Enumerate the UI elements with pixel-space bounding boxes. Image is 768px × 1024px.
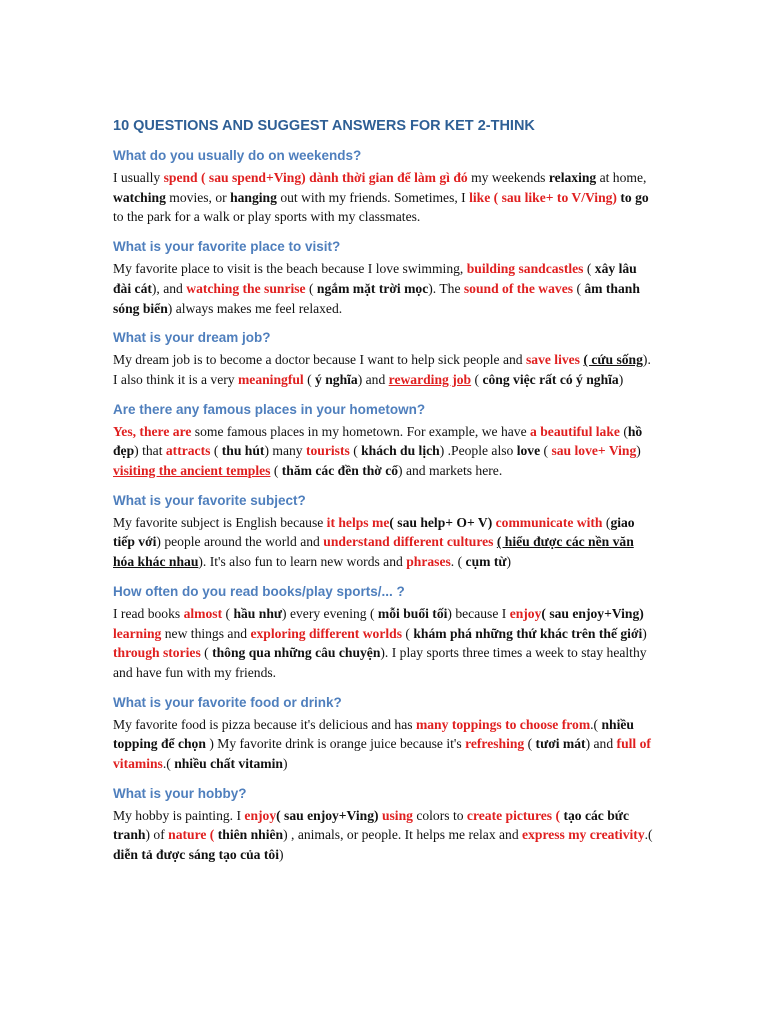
highlighted-phrase: rewarding job	[388, 371, 472, 387]
question-heading: What is your dream job?	[113, 330, 271, 346]
answer-text: (	[573, 280, 585, 296]
section-weekends	[113, 148, 658, 227]
answer-text: (	[210, 443, 222, 459]
highlighted-phrase: express my creativity	[522, 827, 645, 843]
highlighted-phrase: tươi mát	[535, 736, 586, 752]
answer-text: ) and	[357, 371, 389, 387]
answer-paragraph	[113, 715, 658, 774]
highlighted-phrase: using	[381, 807, 413, 823]
highlighted-phrase: ngắm mặt trời mọc	[316, 280, 429, 296]
answer-text: to the park for a walk or play sports with my classmates.	[113, 209, 421, 225]
answer-text: .(	[644, 827, 653, 843]
answer-text: movies, or	[165, 189, 231, 205]
answer-text: (	[270, 463, 282, 479]
highlighted-phrase: ( hiểu được các nền văn hóa khác nhau	[113, 534, 634, 570]
answer-text: new things and	[161, 625, 251, 641]
answer-text: ) because I	[447, 605, 510, 621]
highlighted-phrase: learning	[113, 625, 162, 641]
highlighted-phrase: refreshing	[465, 736, 525, 752]
highlighted-phrase: like ( sau like+ to V/Ving)	[469, 189, 617, 205]
highlighted-phrase: meaningful	[237, 371, 304, 387]
answer-text: (	[524, 736, 536, 752]
highlighted-phrase: (	[555, 807, 561, 823]
section-how-often	[113, 584, 658, 683]
highlighted-phrase: tạo các bức tranh	[113, 807, 629, 843]
highlighted-phrase: spend ( sau spend+Ving) dành thời gian để làm gì đó	[163, 170, 468, 185]
answer-text: (	[222, 605, 234, 621]
highlighted-phrase: ý nghĩa	[315, 371, 358, 387]
answer-text: ) My favorite drink is orange juice because it's	[205, 736, 466, 752]
answer-text: I read books	[113, 605, 184, 621]
section-favorite-place	[113, 239, 658, 318]
answer-text: colors to	[412, 807, 467, 823]
answer-text: )	[642, 625, 647, 641]
answer-text: ) always makes me feel relaxed.	[167, 300, 343, 316]
answer-text: .(	[162, 756, 175, 772]
highlighted-phrase: phrases	[406, 554, 451, 570]
highlighted-phrase: to go	[616, 189, 649, 205]
answer-text: out with my friends. Sometimes, I	[276, 189, 470, 205]
answer-text: My hobby is painting. I	[113, 807, 245, 823]
answer-text: ). The	[428, 280, 464, 296]
answer-text: My favorite food is pizza because it's delicious and has	[113, 716, 416, 732]
answer-paragraph	[113, 350, 658, 389]
highlighted-phrase: save lives	[525, 352, 580, 368]
section-hobby	[113, 786, 658, 865]
highlighted-phrase: building sandcastles	[466, 261, 584, 277]
question-heading: What is your hobby?	[113, 785, 247, 801]
highlighted-phrase: full of vitamins	[113, 736, 651, 772]
highlighted-phrase: công việc rất có ý nghĩa	[482, 371, 619, 387]
answer-text: My dream job is to become a doctor because I want to help sick people and	[113, 352, 526, 368]
highlighted-phrase: thiên nhiên	[214, 827, 284, 843]
highlighted-phrase: ( sau enjoy+Ving)	[541, 605, 644, 621]
answer-text: )	[506, 554, 512, 570]
highlighted-phrase: many toppings to choose from	[415, 716, 591, 732]
highlighted-phrase: hồ đẹp	[113, 423, 643, 459]
answer-text: at home,	[596, 170, 647, 185]
question-heading: What is your favorite place to visit?	[113, 239, 341, 255]
answer-text: ) many	[264, 443, 306, 459]
section-favorite-subject	[113, 493, 658, 572]
answer-text: my weekends	[467, 170, 549, 185]
highlighted-phrase: it helps me	[326, 514, 390, 530]
answer-text: (	[583, 261, 595, 277]
answer-text: (	[305, 280, 317, 296]
answer-text: ). I also think it is a very	[113, 352, 651, 387]
answer-text: I usually	[113, 170, 164, 185]
answer-text: ) .People also	[439, 443, 517, 459]
highlighted-phrase: thu hút	[221, 443, 265, 459]
answer-text: (	[540, 443, 552, 459]
highlighted-phrase: hanging	[230, 189, 277, 205]
highlighted-phrase: nhiều chất vitamin	[174, 756, 283, 772]
question-heading: What is your favorite food or drink?	[113, 694, 342, 710]
answer-paragraph	[113, 513, 658, 572]
answer-text: (	[471, 371, 483, 387]
highlighted-phrase: communicate with	[495, 514, 603, 530]
highlighted-phrase: sound of the waves	[463, 280, 574, 296]
answer-text: (	[402, 625, 414, 641]
highlighted-phrase: enjoy	[244, 807, 277, 823]
answer-text: (	[303, 371, 316, 387]
section-hometown	[113, 402, 658, 481]
highlighted-phrase: Yes, there are	[113, 423, 192, 439]
answer-text: ). I play sports three times a week to stay healthy and have fun with my friends.	[113, 645, 647, 680]
highlighted-phrase: mỗi buổi tối	[377, 605, 448, 621]
answer-text: )	[618, 371, 624, 387]
answer-paragraph	[113, 806, 658, 865]
section-food-drink	[113, 695, 658, 774]
answer-text: )	[278, 847, 284, 863]
answer-text: ) people around the world and	[156, 534, 324, 550]
answer-text: (	[349, 443, 362, 459]
answer-paragraph	[113, 168, 658, 227]
highlighted-phrase: nhiều topping để chọn	[113, 716, 634, 752]
answer-text: ) that	[134, 443, 166, 459]
question-heading: How often do you read books/play sports/... ?	[113, 583, 405, 599]
highlighted-phrase: exploring different worlds	[250, 625, 402, 641]
answer-text: ) and markets here.	[398, 463, 503, 479]
highlighted-phrase: hầu như	[233, 605, 283, 621]
highlighted-phrase: visiting the ancient temples	[113, 463, 271, 479]
question-heading: What do you usually do on weekends?	[113, 148, 362, 163]
highlighted-phrase: khách du lịch	[361, 443, 440, 459]
highlighted-phrase: love	[516, 443, 541, 459]
highlighted-phrase: cụm từ	[465, 554, 507, 570]
highlighted-phrase: tourists	[305, 443, 350, 459]
document-page	[113, 118, 658, 877]
page-title: 10 QUESTIONS AND SUGGEST ANSWERS FOR KET 2-THINK	[113, 118, 535, 134]
answer-text: ) every evening (	[282, 605, 378, 621]
answer-text: )	[636, 443, 641, 459]
highlighted-phrase: sau love+ Ving	[551, 443, 637, 459]
highlighted-phrase: thông qua những câu chuyện	[212, 645, 381, 661]
highlighted-phrase: watching the sunrise	[186, 280, 306, 296]
answer-text: (	[200, 645, 213, 661]
answer-text: . (	[450, 554, 466, 570]
highlighted-phrase: enjoy	[509, 605, 542, 621]
answer-paragraph	[113, 604, 658, 683]
answer-text: .(	[590, 716, 602, 732]
highlighted-phrase: ( sau enjoy+Ving)	[276, 807, 379, 823]
highlighted-phrase: almost	[183, 605, 223, 621]
question-heading: What is your favorite subject?	[113, 492, 306, 508]
answer-text: (	[602, 514, 611, 530]
answer-text: ), and	[151, 280, 187, 296]
highlighted-phrase: giao tiếp với	[113, 514, 635, 550]
answer-text: ) of	[145, 827, 169, 843]
answer-text: My favorite place to visit is the beach because I love swimming,	[113, 261, 467, 277]
answer-text: ). It's also fun to learn new words and	[198, 554, 407, 570]
answer-text: )	[282, 756, 288, 772]
highlighted-phrase: ( cứu sống	[583, 352, 643, 368]
highlighted-phrase: a beautiful lake	[530, 423, 620, 439]
answer-paragraph	[113, 422, 658, 481]
answer-paragraph	[113, 259, 658, 318]
highlighted-phrase: diễn tả được sáng tạo của tôi	[113, 847, 279, 863]
highlighted-phrase: ( sau help+ O+ V)	[389, 514, 493, 530]
highlighted-phrase: âm thanh sóng biển	[113, 280, 640, 316]
answer-text: ) and	[585, 736, 617, 752]
highlighted-phrase: through stories	[113, 645, 201, 661]
highlighted-phrase: thăm các đền thờ cổ	[281, 463, 399, 479]
highlighted-phrase: xây lâu đài cát	[113, 261, 637, 296]
highlighted-phrase: create pictures	[466, 807, 553, 823]
answer-text: some famous places in my hometown. For example, we have	[191, 423, 531, 439]
answer-text: ) , animals, or people. It helps me relax and	[283, 827, 523, 843]
section-dream-job	[113, 330, 658, 389]
answer-text: My favorite subject is English because	[113, 514, 327, 530]
highlighted-phrase: watching	[113, 189, 166, 205]
highlighted-phrase: relaxing	[548, 170, 597, 185]
highlighted-phrase: khám phá những thứ khác trên thế giới	[413, 625, 643, 641]
highlighted-phrase: nature (	[168, 827, 215, 843]
highlighted-phrase: understand different cultures	[323, 534, 494, 550]
question-heading: Are there any famous places in your hometown?	[113, 401, 426, 417]
answer-text: (	[619, 423, 628, 439]
highlighted-phrase: attracts	[165, 443, 211, 459]
